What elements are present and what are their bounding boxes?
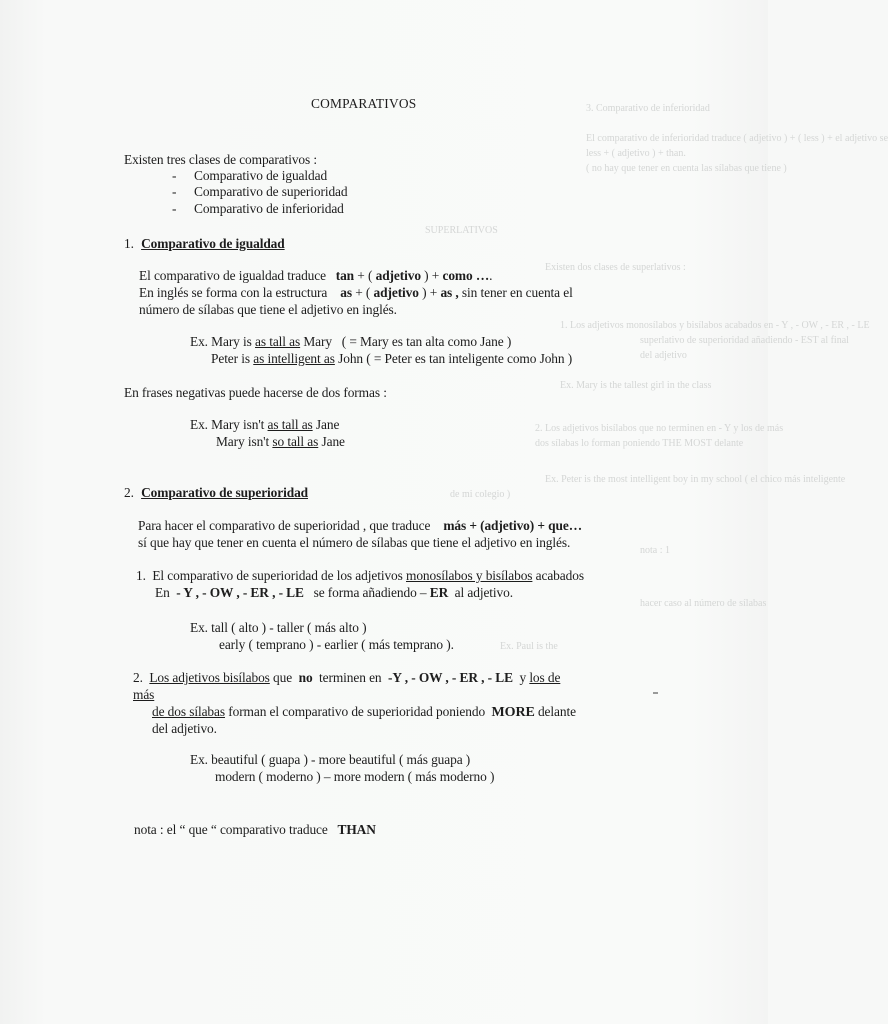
text-underlined: los de [529, 670, 561, 685]
section-number: 1. [124, 236, 134, 251]
paragraph-line: En frases negativas puede hacerse de dos formas : [124, 385, 387, 400]
example-line [190, 333, 511, 350]
section-heading: Comparativo de igualdad [141, 236, 285, 251]
note-line [134, 821, 376, 838]
text: que [273, 670, 293, 685]
text-bold: ER [429, 585, 449, 600]
text: Mary isn't [216, 434, 270, 449]
text-bold: as [340, 285, 352, 300]
text: Jane [321, 434, 345, 449]
list-bullet: - [172, 184, 177, 199]
text: Peter is [211, 351, 250, 366]
text-underlined: as intelligent as [253, 351, 335, 366]
list-bullet: - [172, 201, 177, 216]
text-bold: -Y , - OW , - ER , - LE [388, 670, 513, 685]
scan-speck [653, 692, 658, 694]
bleed-through-line: SUPERLATIVOS [425, 225, 498, 236]
text-bold: - Y , - OW , - ER , - LE [176, 585, 304, 600]
note-label: nota : el “ que “ comparativo traduce [134, 822, 328, 837]
rule-line [152, 703, 576, 721]
bleed-through-line: Ex. Mary is the tallest girl in the class [560, 380, 712, 391]
text-underlined: de dos sílabas [152, 704, 225, 719]
text: Jane [315, 417, 340, 432]
text: . [489, 268, 493, 283]
bleed-through-line: less + ( adjetivo ) + than. [586, 148, 686, 159]
text: ) + [422, 285, 438, 300]
text-underlined: Los adjetivos bisílabos [149, 670, 270, 685]
list-item [172, 183, 348, 200]
text-bold: , [455, 285, 459, 300]
bleed-through-line: hacer caso al número de sílabas [640, 598, 767, 609]
paragraph-line: sí que hay que tener en cuenta el número de sílabas que tiene el adjetivo en inglés. [138, 535, 571, 550]
text-underlined: as tall as [267, 417, 313, 432]
bleed-through-line: del adjetivo [640, 350, 687, 361]
section-2-heading-row [124, 484, 308, 501]
page-title: COMPARATIVOS [311, 96, 417, 111]
bleed-through-line: 2. Los adjetivos bisílabos que no terminen en - Y y los de más [535, 423, 784, 434]
list-item [172, 200, 344, 217]
bleed-through-line: de mi colegio ) [450, 489, 511, 500]
example-line: Ex. tall ( alto ) - taller ( más alto ) [190, 620, 367, 635]
rule-line [136, 567, 584, 584]
example-line [211, 350, 572, 367]
example-line [216, 433, 345, 450]
text: terminen en [319, 670, 382, 685]
bleed-through-line: nota : 1 [640, 545, 670, 556]
text: + ( [357, 268, 373, 283]
text-bold: as [440, 285, 453, 300]
text: se forma añadiendo – [313, 585, 427, 600]
intro-text: Existen tres clases de comparativos : [124, 152, 318, 167]
text: forman el comparativo de superioridad poniendo [228, 704, 486, 719]
text: El comparativo de superioridad de los adjetivos [152, 568, 403, 583]
example-line [190, 416, 339, 433]
rule-line [155, 584, 513, 601]
section-heading: Comparativo de superioridad [141, 485, 309, 500]
text-bold: como … [442, 268, 490, 283]
bleed-through-line: 3. Comparativo de inferioridad [586, 103, 710, 114]
paragraph-line: número de sílabas que tiene el adjetivo en inglés. [139, 302, 397, 317]
rule-number: 1. [136, 568, 146, 583]
bleed-through-line: dos sílabas lo forman poniendo THE MOST delante [535, 438, 744, 449]
text: al adjetivo. [454, 585, 513, 600]
bleed-through-line: Existen dos clases de superlativos : [545, 262, 686, 273]
text: ) + [424, 268, 440, 283]
text-bold: adjetivo [375, 268, 421, 283]
text-underlined: más [133, 687, 155, 702]
text: acabados [535, 568, 584, 583]
paragraph-line [139, 284, 573, 301]
text-underlined: monosílabos y bisílabos [406, 568, 533, 583]
example-line: early ( temprano ) - earlier ( más temprano ). [219, 637, 454, 652]
rule-line: del adjetivo. [152, 721, 217, 736]
bleed-through-line: superlativo de superioridad añadiendo - EST al final [640, 335, 849, 346]
text: En [155, 585, 170, 600]
text: ( = Mary es tan alta como Jane ) [341, 334, 512, 349]
bleed-through-line: Ex. Paul is the [500, 641, 558, 652]
example-line: modern ( moderno ) – more modern ( más moderno ) [215, 769, 495, 784]
note-value: THAN [337, 822, 376, 837]
text: sin tener en cuenta el [461, 285, 573, 300]
rule-number: 2. [133, 670, 143, 685]
text: Ex. Mary is [190, 334, 252, 349]
example-line: Ex. beautiful ( guapa ) - more beautiful ( más guapa ) [190, 752, 471, 767]
text: Para hacer el comparativo de superioridad , que traduce [138, 518, 431, 533]
text: Ex. Mary isn't [190, 417, 265, 432]
bleed-through-line: ( no hay que tener en cuenta las sílabas que tiene ) [586, 163, 787, 174]
section-number: 2. [124, 485, 134, 500]
bleed-through-line: Ex. Peter is the most intelligent boy in my school ( el chico más inteligente [545, 474, 846, 485]
text: Mary [303, 334, 332, 349]
text: delante [537, 704, 576, 719]
text-bold: adjetivo [373, 285, 419, 300]
text: John ( = Peter es tan inteligente como John ) [338, 351, 573, 366]
text: y [519, 670, 527, 685]
text: En inglés se forma con la estructura [139, 285, 328, 300]
list-item-label: Comparativo de igualdad [194, 168, 328, 183]
text-underlined: as tall as [255, 334, 301, 349]
text-underlined: so tall as [272, 434, 319, 449]
text: + ( [355, 285, 371, 300]
list-item-label: Comparativo de inferioridad [194, 201, 344, 216]
text-bold: no [298, 670, 313, 685]
text: El comparativo de igualdad traduce [139, 268, 326, 283]
bleed-through-line: El comparativo de inferioridad traduce ( adjetivo ) + ( less ) + el adjetivo se [586, 133, 888, 144]
rule-line [133, 686, 154, 703]
list-item [172, 167, 328, 184]
rule-line [133, 669, 560, 686]
text-bold: tan [335, 268, 355, 283]
paragraph-line [138, 517, 582, 534]
bleed-through-line: 1. Los adjetivos monosílabos y bisílabos acabados en - Y , - OW , - ER , - LE [560, 320, 870, 331]
list-item-label: Comparativo de superioridad [194, 184, 348, 199]
text-bold: MORE [491, 705, 535, 720]
list-bullet: - [172, 168, 177, 183]
section-1-heading-row [124, 235, 285, 252]
paragraph-line [139, 267, 492, 284]
text-bold: más + (adjetivo) + que… [443, 518, 582, 533]
